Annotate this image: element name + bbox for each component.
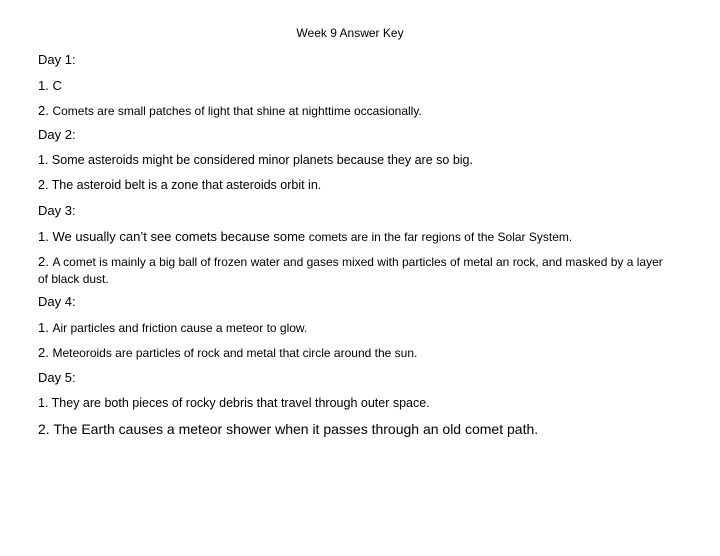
day-5-answer-1 bbox=[38, 396, 668, 410]
answer-text: Some asteroids might be considered minor planets because they are so big. bbox=[51, 153, 473, 167]
answer-text: C bbox=[52, 78, 62, 93]
day-4-answer-2 bbox=[38, 345, 668, 360]
page-title: Week 9 Answer Key bbox=[296, 26, 404, 40]
answer-text: A comet is mainly a big ball of frozen water and gases mixed with particles of metal an rock, and masked by a layer of black dust. bbox=[38, 255, 663, 286]
answer-number: 1. bbox=[38, 78, 53, 93]
answer-number: 2. bbox=[38, 421, 54, 437]
day-2-heading: Day 2: bbox=[38, 127, 76, 142]
day-2-answer-2 bbox=[38, 178, 668, 192]
answer-text: They are both pieces of rocky debris that travel through outer space. bbox=[51, 396, 430, 410]
answer-text: comets are in the far regions of the Solar System. bbox=[308, 230, 573, 244]
answer-text: Meteoroids are particles of rock and metal that circle around the sun. bbox=[52, 346, 418, 360]
answer-number: 1. bbox=[38, 320, 53, 335]
day-1-answer-1 bbox=[38, 78, 668, 93]
day-3-heading: Day 3: bbox=[38, 203, 76, 218]
answer-number: 2. bbox=[38, 103, 53, 118]
answer-number: 2. bbox=[38, 345, 53, 360]
answer-text: The asteroid belt is a zone that asteroids orbit in. bbox=[51, 178, 322, 192]
answer-number: 2. bbox=[38, 178, 52, 192]
day-1-heading: Day 1: bbox=[38, 52, 76, 67]
answer-text: The Earth causes a meteor shower when it passes through an old comet path. bbox=[53, 421, 539, 437]
day-5-heading: Day 5: bbox=[38, 370, 76, 385]
answer-lead-text: We usually can’t see comets because some bbox=[52, 229, 309, 244]
day-4-heading: Day 4: bbox=[38, 294, 76, 309]
answer-text: Air particles and friction cause a meteor to glow. bbox=[52, 321, 308, 335]
answer-number: 1. bbox=[38, 229, 53, 244]
answer-number: 1. bbox=[38, 396, 52, 410]
day-4-answer-1 bbox=[38, 320, 668, 335]
answer-number: 1. bbox=[38, 153, 52, 167]
day-3-answer-1 bbox=[38, 229, 668, 244]
day-2-answer-1 bbox=[38, 153, 668, 167]
day-5-answer-2 bbox=[38, 421, 668, 437]
answer-text: Comets are small patches of light that shine at nighttime occasionally. bbox=[52, 104, 422, 118]
answer-number: 2. bbox=[38, 254, 53, 269]
day-1-answer-2 bbox=[38, 103, 668, 118]
day-3-answer-2 bbox=[38, 253, 663, 288]
